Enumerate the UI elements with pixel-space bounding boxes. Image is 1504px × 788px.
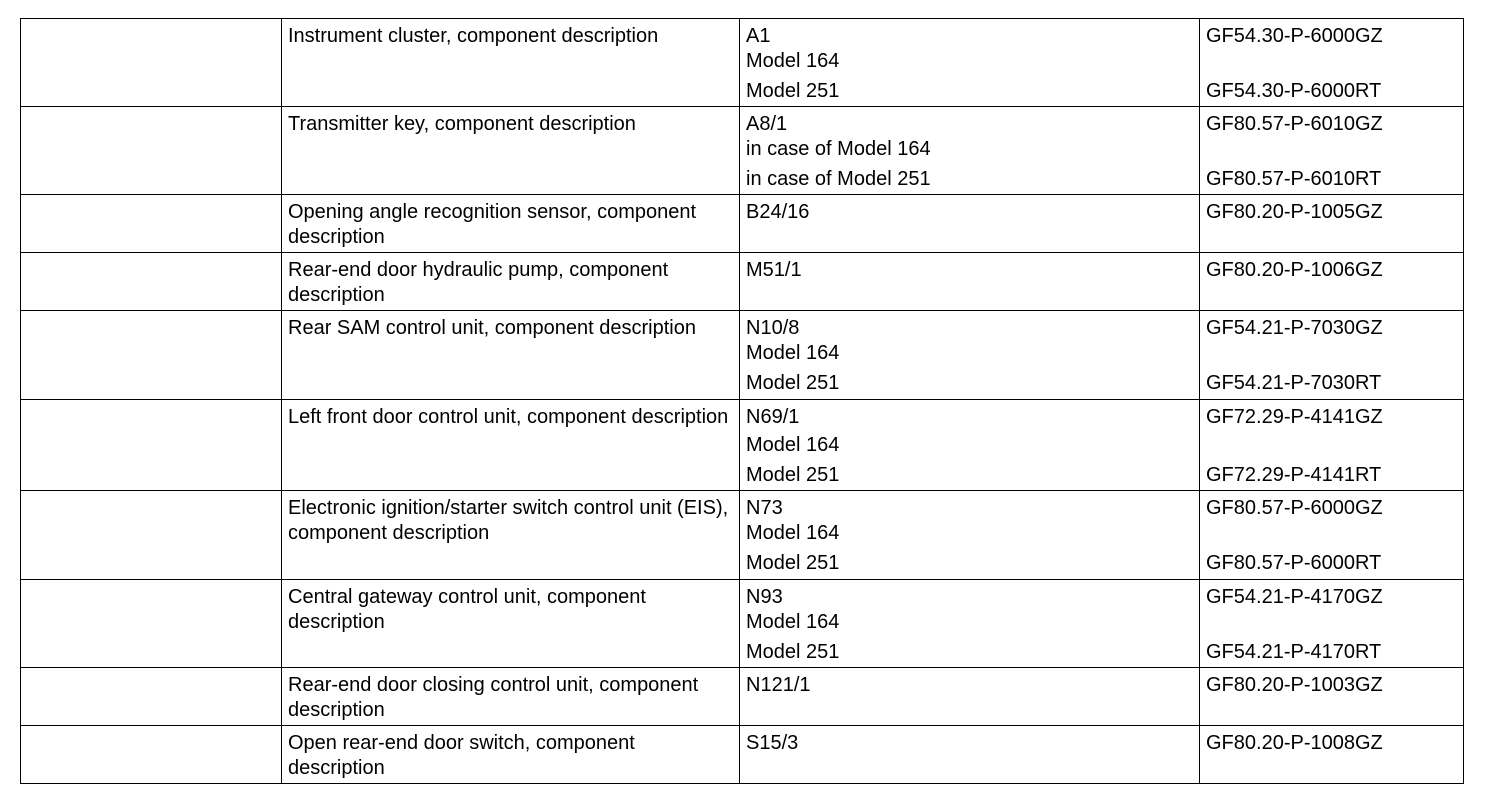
empty-cell [21, 107, 282, 195]
document-reference: GF80.20-P-1008GZ [1206, 732, 1383, 754]
document-reference: GF80.57-P-6000GZ [1206, 497, 1383, 519]
component-description: Electronic ignition/starter switch control unit (EIS), component description [288, 497, 729, 544]
document-reference-cell [1200, 311, 1464, 400]
table-row [21, 726, 1464, 784]
component-description-cell [282, 668, 740, 726]
model-variant: Model 164 [746, 522, 840, 544]
document-reference: GF80.57-P-6000RT [1206, 552, 1382, 574]
component-description: Left front door control unit, component description [288, 406, 729, 428]
table-row [21, 580, 1464, 668]
table-row [21, 400, 1464, 491]
component-description-cell [282, 726, 740, 784]
model-variant: Model 164 [746, 342, 840, 364]
component-code: N69/1 [746, 406, 800, 428]
document-reference-cell [1200, 491, 1464, 580]
document-reference-cell [1200, 253, 1464, 311]
component-description-cell [282, 400, 740, 491]
empty-cell [21, 311, 282, 400]
component-description: Transmitter key, component description [288, 113, 636, 135]
table-row [21, 253, 1464, 311]
model-variant: Model 251 [746, 641, 840, 663]
component-code-cell [740, 726, 1200, 784]
component-description-cell [282, 580, 740, 668]
component-code: A8/1 [746, 113, 788, 135]
component-code: A1 [746, 25, 771, 47]
document-reference-cell [1200, 195, 1464, 253]
component-description-cell [282, 195, 740, 253]
model-variant: Model 251 [746, 372, 840, 394]
component-description-cell [282, 19, 740, 107]
component-description-cell [282, 253, 740, 311]
model-variant: Model 164 [746, 434, 840, 456]
component-code: N93 [746, 586, 783, 608]
component-description: Instrument cluster, component description [288, 25, 659, 47]
model-variant: Model 164 [746, 611, 840, 633]
model-variant: Model 251 [746, 80, 840, 102]
document-reference: GF54.21-P-7030GZ [1206, 317, 1383, 339]
component-code-cell [740, 400, 1200, 491]
component-description: Rear-end door hydraulic pump, component description [288, 259, 669, 306]
document-reference: GF80.57-P-6010GZ [1206, 113, 1383, 135]
document-reference: GF72.29-P-4141GZ [1206, 406, 1383, 428]
component-code: B24/16 [746, 201, 810, 223]
empty-cell [21, 19, 282, 107]
component-description-cell [282, 107, 740, 195]
empty-cell [21, 580, 282, 668]
table-row [21, 107, 1464, 195]
document-reference-cell [1200, 668, 1464, 726]
component-description-cell [282, 311, 740, 400]
component-code-cell [740, 195, 1200, 253]
empty-cell [21, 668, 282, 726]
component-code: S15/3 [746, 732, 799, 754]
component-code: N73 [746, 497, 783, 519]
empty-cell [21, 491, 282, 580]
component-code-cell [740, 19, 1200, 107]
component-description: Opening angle recognition sensor, component description [288, 201, 697, 248]
component-description: Central gateway control unit, component description [288, 586, 646, 633]
component-description: Rear-end door closing control unit, component description [288, 674, 699, 721]
document-reference-cell [1200, 580, 1464, 668]
document-reference-cell [1200, 107, 1464, 195]
component-code-cell [740, 668, 1200, 726]
model-variant: in case of Model 251 [746, 168, 931, 190]
component-code-cell [740, 107, 1200, 195]
document-reference: GF72.29-P-4141RT [1206, 464, 1382, 486]
table-row [21, 668, 1464, 726]
component-code: N10/8 [746, 317, 800, 339]
document-reference: GF80.20-P-1003GZ [1206, 674, 1383, 696]
document-reference: GF80.20-P-1005GZ [1206, 201, 1383, 223]
component-code-cell [740, 311, 1200, 400]
table-row [21, 19, 1464, 107]
document-reference: GF54.21-P-4170RT [1206, 641, 1382, 663]
table-row [21, 311, 1464, 400]
document-reference: GF80.20-P-1006GZ [1206, 259, 1383, 281]
document-reference: GF80.57-P-6010RT [1206, 168, 1382, 190]
document-reference-cell [1200, 19, 1464, 107]
table-row [21, 491, 1464, 580]
document-reference: GF54.30-P-6000RT [1206, 80, 1382, 102]
empty-cell [21, 253, 282, 311]
component-code: N121/1 [746, 674, 811, 696]
empty-cell [21, 400, 282, 491]
model-variant: Model 251 [746, 552, 840, 574]
document-reference: GF54.21-P-7030RT [1206, 372, 1382, 394]
component-code: M51/1 [746, 259, 802, 281]
document-reference: GF54.21-P-4170GZ [1206, 586, 1383, 608]
empty-cell [21, 195, 282, 253]
document-reference: GF54.30-P-6000GZ [1206, 25, 1383, 47]
component-code-cell [740, 491, 1200, 580]
document-reference-cell [1200, 726, 1464, 784]
component-code-cell [740, 580, 1200, 668]
document-reference-cell [1200, 400, 1464, 491]
component-code-cell [740, 253, 1200, 311]
component-description: Rear SAM control unit, component description [288, 317, 696, 339]
component-reference-table [20, 18, 1464, 784]
model-variant: Model 164 [746, 50, 840, 72]
table-row [21, 195, 1464, 253]
empty-cell [21, 726, 282, 784]
component-description-cell [282, 491, 740, 580]
model-variant: Model 251 [746, 464, 840, 486]
model-variant: in case of Model 164 [746, 138, 931, 160]
component-description: Open rear-end door switch, component description [288, 732, 635, 779]
